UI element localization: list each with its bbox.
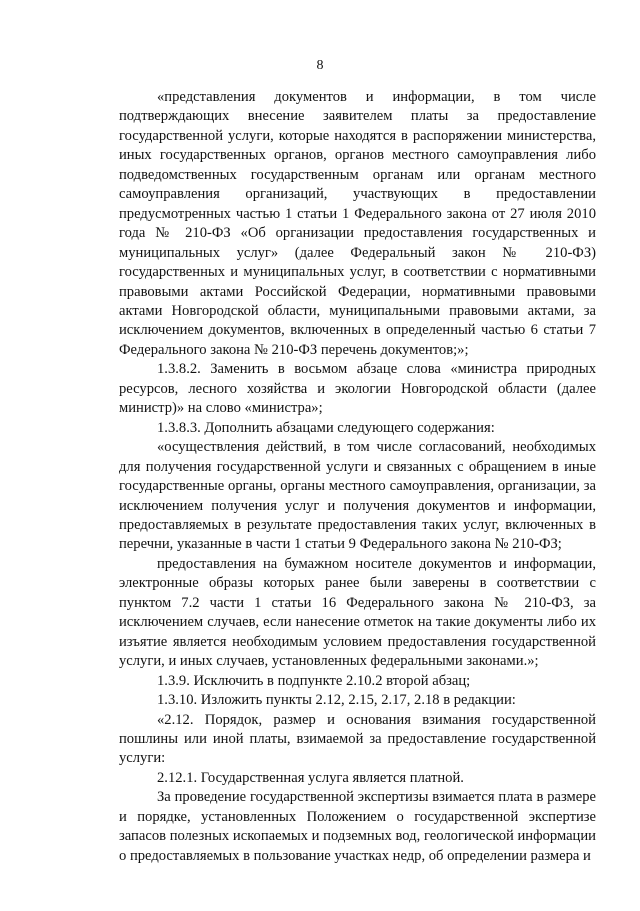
- paragraph-1-3-10: 1.3.10. Изложить пункты 2.12, 2.15, 2.17, 2.18 в редакции:: [157, 692, 516, 709]
- paragraph-documents-list: «представления документов и информации, в том числе подтверждающих внесение заявителем платы за предоставление государственной услуги, которые находятся в распоряжении министерства, иных государственных органов, органов местного самоуправления либо подведомственных государственным органам или органам местного самоуправления организаций, участвующих в предоставлении предусмотренных частью 1 статьи 1 Федерального закона от 27 июля 2010 года № 210-ФЗ «Об организации предоставления государственных и муниципальных услуг» (далее Федеральный закон № 210-ФЗ) государственных и муниципальных услуг, в соответствии с нормативными правовыми актами Российской Федерации, нормативными правовыми актами Новгородской области, муниципальными правовыми актами, за исключением документов, включенных в определенный частью 6 статьи 7 Федерального закона № 210-ФЗ перечень документов;»;: [119, 89, 596, 358]
- paragraph-paper-documents: предоставления на бумажном носителе документов и информации, электронные образы которых ранее были заверены в соответствии с пунктом 7.2 части 1 статьи 16 Федерального закона № 210-ФЗ, за исключением случаев, если нанесение отметок на такие документы либо их изъятие является необходимым условием предоставления государственной услуги, и иных случаев, установленных федеральными законами.»;: [119, 555, 596, 670]
- paragraph-2-12-1: 2.12.1. Государственная услуга является платной.: [157, 769, 464, 786]
- paragraph-2-12: «2.12. Порядок, размер и основания взимания государственной пошлины или иной платы, взимаемой за предоставление государственной услуги:: [119, 711, 596, 767]
- page-number: 8: [316, 58, 324, 73]
- document-body: [119, 88, 596, 866]
- paragraph-1-3-8-2: 1.3.8.2. Заменить в восьмом абзаце слова «министра природных ресурсов, лесного хозяйства и экологии Новгородской области (далее министр)» на слово «министра»;: [119, 361, 596, 417]
- paragraph-actions: «осуществления действий, в том числе согласований, необходимых для получения государственной услуги и связанных с обращением в иные государственные органы, органы местного самоуправления, организации, за исключением получения услуг и получения документов и информации, предоставляемых в результате предоставления таких услуг, включенных в перечни, указанные в части 1 статьи 9 Федерального закона № 210-ФЗ;: [119, 439, 596, 553]
- paragraph-1-3-8-3: 1.3.8.3. Дополнить абзацами следующего содержания:: [157, 419, 495, 436]
- paragraph-expertise-fee: За проведение государственной экспертизы взимается плата в размере и порядке, установленных Положением о государственной экспертизе запасов полезных ископаемых и подземных вод, геологической информации о предоставляемых в пользование участках недр, об определении размера и: [119, 789, 596, 864]
- paragraph-1-3-9: 1.3.9. Исключить в подпункте 2.10.2 второй абзац;: [157, 672, 471, 689]
